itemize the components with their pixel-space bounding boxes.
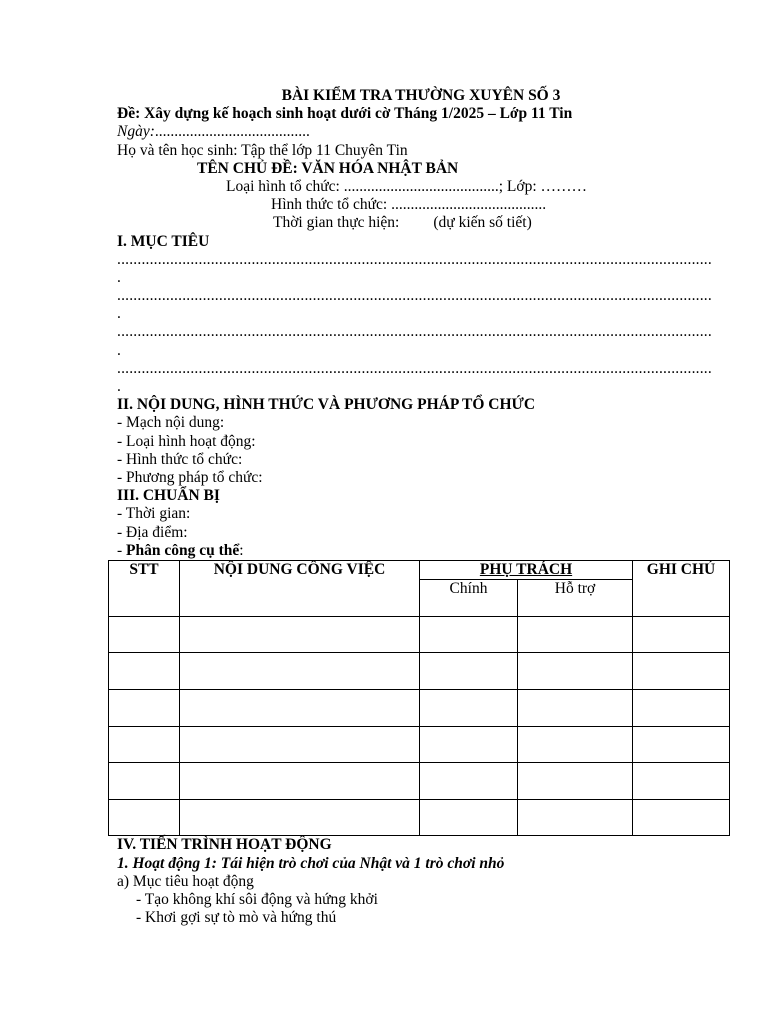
table-cell (518, 690, 633, 727)
table-cell (180, 763, 420, 800)
table-cell (633, 726, 730, 763)
table-cell (518, 763, 633, 800)
date-line (117, 123, 722, 141)
content-item: - Hình thức tổ chức: (117, 450, 243, 468)
table-cell (420, 726, 518, 763)
table-cell (518, 799, 633, 836)
table-cell (109, 763, 180, 800)
preparation-item: - Địa điểm: (117, 523, 188, 541)
assignment-label: Phân công cụ thể (126, 541, 240, 559)
table-cell (180, 726, 420, 763)
table-row (109, 799, 730, 836)
objective-bullet: - Khơi gợi sự tò mò và hứng thú (136, 909, 337, 927)
table-cell (420, 690, 518, 727)
section-preparation-heading: III. CHUẨN BỊ (117, 487, 220, 505)
table-cell (420, 799, 518, 836)
table-row (109, 726, 730, 763)
table-cell (180, 653, 420, 690)
section-objectives-heading: I. MỤC TIÊU (117, 232, 210, 250)
objective-dotted-line: .................................................................................................................................................. (117, 359, 712, 377)
duration-note: (dự kiến số tiết) (433, 214, 532, 232)
header-note: GHI CHÚ (633, 560, 730, 616)
header-in-charge (420, 560, 633, 579)
table-row (109, 653, 730, 690)
header-stt: STT (109, 560, 180, 616)
assignment-table (108, 560, 730, 837)
header-in-charge-text: PHỤ TRÁCH (479, 560, 573, 578)
document-body (117, 87, 722, 927)
table-header-row (109, 560, 730, 579)
section-process-heading: IV. TIẾN TRÌNH HOẠT ĐỘNG (117, 836, 332, 854)
table-cell (633, 763, 730, 800)
section-content-heading: II. NỘI DUNG, HÌNH THỨC VÀ PHƯƠNG PHÁP TỔ CHỨC (117, 396, 536, 414)
duration-line (117, 214, 722, 232)
content-item: - Loại hình hoạt động: (117, 432, 256, 450)
table-row (109, 690, 730, 727)
table-row (109, 616, 730, 653)
table-cell (633, 616, 730, 653)
table-cell (180, 616, 420, 653)
objective-bullet: - Tạo không khí sôi động và hứng khởi (136, 891, 378, 908)
table-cell (420, 653, 518, 690)
table-cell (180, 690, 420, 727)
objective-dotted-line-end: . (117, 378, 121, 395)
document-title: BÀI KIỂM TRA THƯỜNG XUYÊN SỐ 3 (281, 87, 561, 104)
objective-dotted-line: .................................................................................................................................................. (117, 323, 712, 341)
table-cell (109, 653, 180, 690)
table-cell (518, 616, 633, 653)
organization-type-line: Loại hình tổ chức: ........................................; Lớp: ……… (226, 177, 588, 195)
table-cell (518, 726, 633, 763)
subheader-main: Chính (420, 579, 518, 616)
assignment-line (117, 542, 722, 560)
date-value: ........................................ (154, 123, 310, 141)
organization-form-line: Hình thức tổ chức: ........................................ (271, 196, 547, 214)
table-cell (633, 799, 730, 836)
duration-label: Thời gian thực hiện: (273, 214, 400, 232)
subheader-support: Hỗ trợ (518, 579, 633, 616)
assignment-suffix: : (239, 541, 244, 559)
objective-dotted-line-end: . (117, 341, 121, 359)
table-cell (109, 799, 180, 836)
objective-dotted-line-end: . (117, 305, 121, 323)
activity-objective-label: a) Mục tiêu hoạt động (117, 872, 254, 890)
table-cell (109, 690, 180, 727)
content-item: - Phương pháp tổ chức: (117, 468, 263, 486)
objective-dotted-line: .................................................................................................................................................. (117, 287, 712, 305)
assignment-topic: Đề: Xây dựng kế hoạch sinh hoạt dưới cờ Tháng 1/2025 – Lớp 11 Tin (117, 105, 573, 123)
table-cell (420, 616, 518, 653)
table-cell (109, 616, 180, 653)
preparation-item: - Thời gian: (117, 505, 191, 523)
objective-dotted-line: .................................................................................................................................................. (117, 250, 712, 268)
table-cell (180, 799, 420, 836)
activity-1-heading: 1. Hoạt động 1: Tái hiện trò chơi của Nhật và 1 trò chơi nhỏ (117, 854, 505, 872)
table-cell (518, 653, 633, 690)
student-line: Họ và tên học sinh: Tập thể lớp 11 Chuyên Tin (117, 141, 408, 159)
table-row (109, 763, 730, 800)
table-cell (633, 690, 730, 727)
content-item: - Mạch nội dung: (117, 414, 225, 432)
date-label: Ngày: (117, 123, 155, 141)
header-task-content: NỘI DUNG CÔNG VIỆC (180, 560, 420, 616)
table-cell (633, 653, 730, 690)
table-cell (420, 763, 518, 800)
table-cell (109, 726, 180, 763)
theme-title: TÊN CHỦ ĐỀ: VĂN HÓA NHẬT BẢN (197, 159, 459, 177)
objective-dotted-line-end: . (117, 268, 121, 286)
assignment-prefix: - (117, 541, 127, 559)
